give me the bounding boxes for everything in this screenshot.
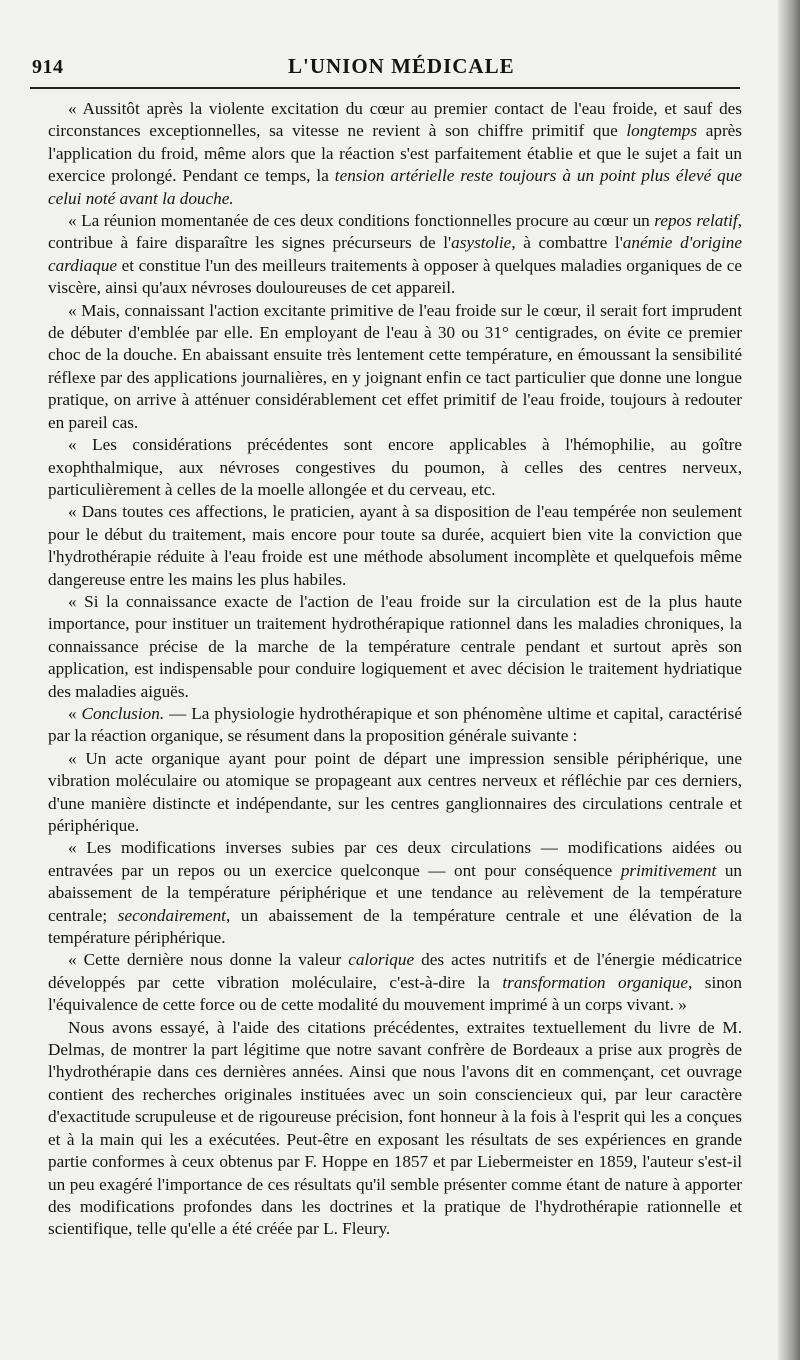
paragraph [48, 748, 742, 838]
text-run: « Cette dernière nous donne la valeur [68, 950, 349, 970]
page-header [30, 54, 740, 86]
text-run: « Aussitôt après la violente excitation du cœur au premier contact de l'eau froide, et sauf des circonstances exceptionnelles, sa vitesse ne revient à son chiffre primitif que [48, 99, 742, 141]
paragraph [48, 949, 742, 1016]
text-run: « Les considérations précédentes sont encore applicables à l'hémophilie, au goître exophthalmique, aux névroses congestives du poumon, à celles des centres nerveux, particulièrement à celles de la moelle allongée et du cerveau, etc. [48, 435, 742, 499]
italic-run: transformation organique [502, 972, 688, 992]
italic-run: calorique [348, 950, 415, 970]
paragraph [48, 501, 742, 591]
paragraph [48, 98, 742, 210]
text-run: un abaissement de la température périphérique et une tendance au relèvement de la température centrale; [48, 860, 743, 925]
text-run: Nous avons essayé, à l'aide des citations précédentes, extraites textuellement du livre de M. Delmas, de montrer la part légitime que notre savant confrère de Bordeaux a prise aux progrès de l'hydrothérapie dans ces dernières années. Ainsi que nous l'avons dit en commençant, cet ouvrage contient des recherches originales instituées avec un soin consciencieux qui, par leur caractère d'exactitude scrupuleuse et de rigoureuse précision, font honneur à la fois à l'esprit qui les a conçues et à la main qui les a exécutées. Peut-être en exposant les résultats de ses expériences en grande partie conformes à ceux obtenus par F. Hoppe en 1857 et par Liebermeister en 1859, l'auteur s'est-il un peu exagéré l'importance de ces résultats qu'il semble présenter comme étant de nature à apporter des modifications profondes dans les doctrines et la pratique de l'hydrothérapie rationnelle et scientifique, telle qu'elle a été créée par L. Fleury. [48, 1017, 742, 1239]
text-run: , un abaissement de la température centrale et une élévation de la température périphérique. [48, 905, 742, 948]
text-run: « Les modifications inverses subies par ces deux circulations — modifications aidées ou entravées par un repos ou un exercice quelconque — ont pour conséquence [48, 838, 742, 880]
italic-run: anémie d'origine cardiaque [48, 233, 743, 275]
text-run: « Un acte organique ayant pour point de départ une impression sensible périphérique, une vibration moléculaire ou atomique se propageant aux centres nerveux et réfléchie par ces derniers, d'une manière distincte et indépendante, sur les centres ganglionnaires des circulations centrale et périphérique. [48, 748, 742, 835]
italic-run: primitivement [620, 860, 717, 880]
italic-run: repos relatif [654, 211, 738, 231]
paragraph [48, 591, 742, 703]
text-run: , à combattre l' [511, 233, 623, 253]
italic-run: tension artérielle reste toujours à un point plus élevé que celui noté avant la douche. [48, 166, 743, 208]
italic-run: secondairement [117, 905, 226, 925]
journal-title: L'UNION MÉDICALE [288, 54, 515, 78]
paragraph [48, 300, 742, 434]
text-run: — La physiologie hydrothérapique et son phénomène ultime et capital, caractérisé par la réaction organique, se résument dans la proposition générale suivante : [48, 703, 742, 746]
paragraph [48, 703, 742, 748]
paragraph [48, 434, 742, 501]
page-edge-shadow [778, 0, 800, 1360]
header-rule [30, 87, 740, 89]
text-run: « La réunion momentanée de ces deux conditions fonctionnelles procure au cœur un [68, 211, 655, 231]
text-run: des actes nutritifs et de l'énergie médicatrice développés par cette vibration moléculaire, c'est-à-dire la [48, 950, 742, 992]
italic-run: Conclusion. [81, 703, 165, 723]
paragraph [48, 210, 742, 300]
text-run: et constitue l'un des meilleurs traitements à opposer à quelques maladies organiques de ce viscère, ainsi qu'aux névroses douloureuses de cet appareil. [48, 255, 742, 298]
article-body [48, 98, 742, 1241]
text-run: , contribue à faire disparaître les signes précurseurs de l' [48, 211, 742, 253]
text-run: « Mais, connaissant l'action excitante primitive de l'eau froide sur le cœur, il serait fort imprudent de débuter d'emblée par elle. En employant de l'eau à 30 ou 31° centigrades, on évite ce premier choc de la douche. En abaissant ensuite très lentement cette température, en émoussant la sensibilité réflexe par des applications journalières, en y joignant enfin ce tact particulier que donne une longue pratique, on arrive à atténuer considérablement cet effet primitif de l'eau froide, toujours à redouter en pareil cas. [48, 300, 742, 432]
text-run: « [68, 703, 82, 723]
text-run: après l'application du froid, même alors que la réaction s'est parfaitement établie et que le sujet a fait un exercice prolongé. Pendant ce temps, la [48, 121, 742, 186]
paragraph [48, 1017, 742, 1241]
italic-run: asystolie [451, 233, 512, 253]
paragraph [48, 837, 742, 949]
page-number: 914 [32, 56, 64, 78]
text-run: , sinon l'équivalence de cette force ou de cette modalité du mouvement imprimé à un corps vivant. » [48, 972, 742, 1015]
text-run: « Si la connaissance exacte de l'action de l'eau froide sur la circulation est de la plus haute importance, pour instituer un traitement hydrothérapique rationnel dans les maladies chroniques, la connaissance précise de la marche de la température centrale pendant et surtout après son application, est indispensable pour conduire logiquement et avec décision le traitement hydriatique des maladies aiguës. [48, 591, 742, 701]
italic-run: longtemps [626, 121, 698, 141]
text-run: « Dans toutes ces affections, le praticien, ayant à sa disposition de l'eau tempérée non seulement pour le début du traitement, mais encore pour toute sa durée, acquiert bien vite la conviction que l'hydrothérapie réduite à l'eau froide est une méthode absolument incomplète et quelquefois même dangereuse entre les mains les plus habiles. [48, 502, 742, 589]
